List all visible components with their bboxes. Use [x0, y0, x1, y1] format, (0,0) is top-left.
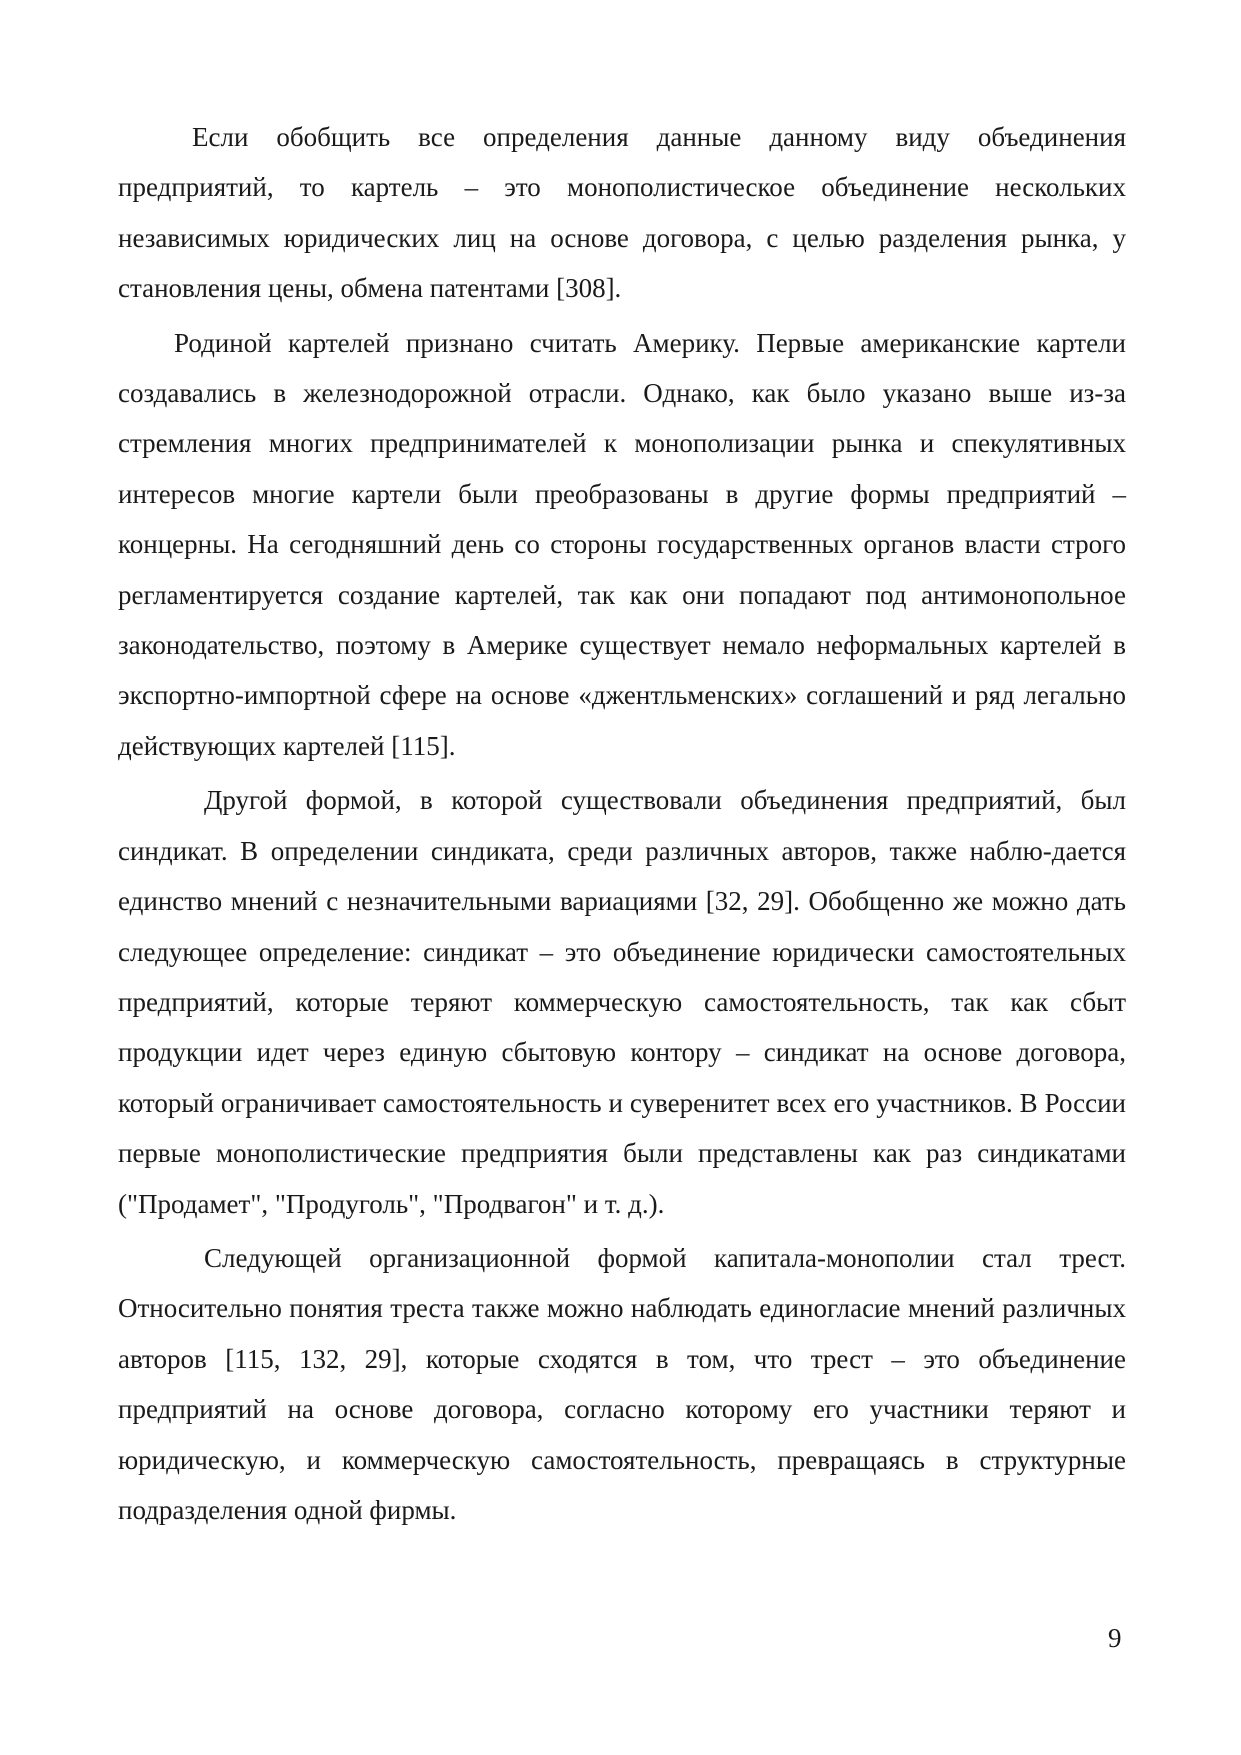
paragraph-trust: Следующей организационной формой капитала-монополии стал трест. Относительно понятия треста также можно наблюдать единогласие мнений различных авторов [115, 132, 29], которые сходятся в том, что трест – это объединение предприятий на основе договора, согласно которому его участники теряют и юридическую, и коммерческую самостоятельность, превращаясь в структурные подразделения одной фирмы. [118, 1242, 1126, 1525]
document-page [118, 112, 1126, 1539]
paragraph-cartel-america: Родиной картелей признано считать Америку. Первые американские картели создавались в железнодорожной отрасли. Однако, как было указано выше из-за стремления многих предпринимателей к монополизации рынка и спекулятивных интересов многие картели были преобразованы в другие формы предприятий – концерны. На сегодняшний день со стороны государственных органов власти строго регламентируется создание картелей, так как они попадают под антимонопольное законодательство, поэтому в Америке существует немало неформальных картелей в экспортно-импортной сфере на основе «джентльменских» соглашений и ряд легально действующих картелей [115]. [118, 327, 1126, 761]
paragraph-cartel-definition: Если обобщить все определения данные данному виду объединения предприятий, то картель – это монополистическое объединение нескольких независимых юридических лиц на основе договора, с целью разделения рынка, у становления цены, обмена патентами [308]. [118, 122, 1126, 304]
page-number: 9 [1108, 1623, 1122, 1653]
paragraph-syndicate: Другой формой, в которой существовали объединения предприятий, был синдикат. В определении синдиката, среди различных авторов, также наблю-дается единство мнений с незначительными вариациями [32, 29]. Обобщенно же можно дать следующее определение: синдикат – это объединение юридически самостоятельных предприятий, которые теряют коммерческую самостоятельность, так как сбыт продукции идет через единую сбытовую контору – синдикат на основе договора, который ограничивает самостоятельность и суверенитет всех его участников. В России первые монополистические предприятия были представлены как раз синдикатами ("Продамет", "Продуголь", "Продвагон" и т. д.). [118, 785, 1126, 1219]
